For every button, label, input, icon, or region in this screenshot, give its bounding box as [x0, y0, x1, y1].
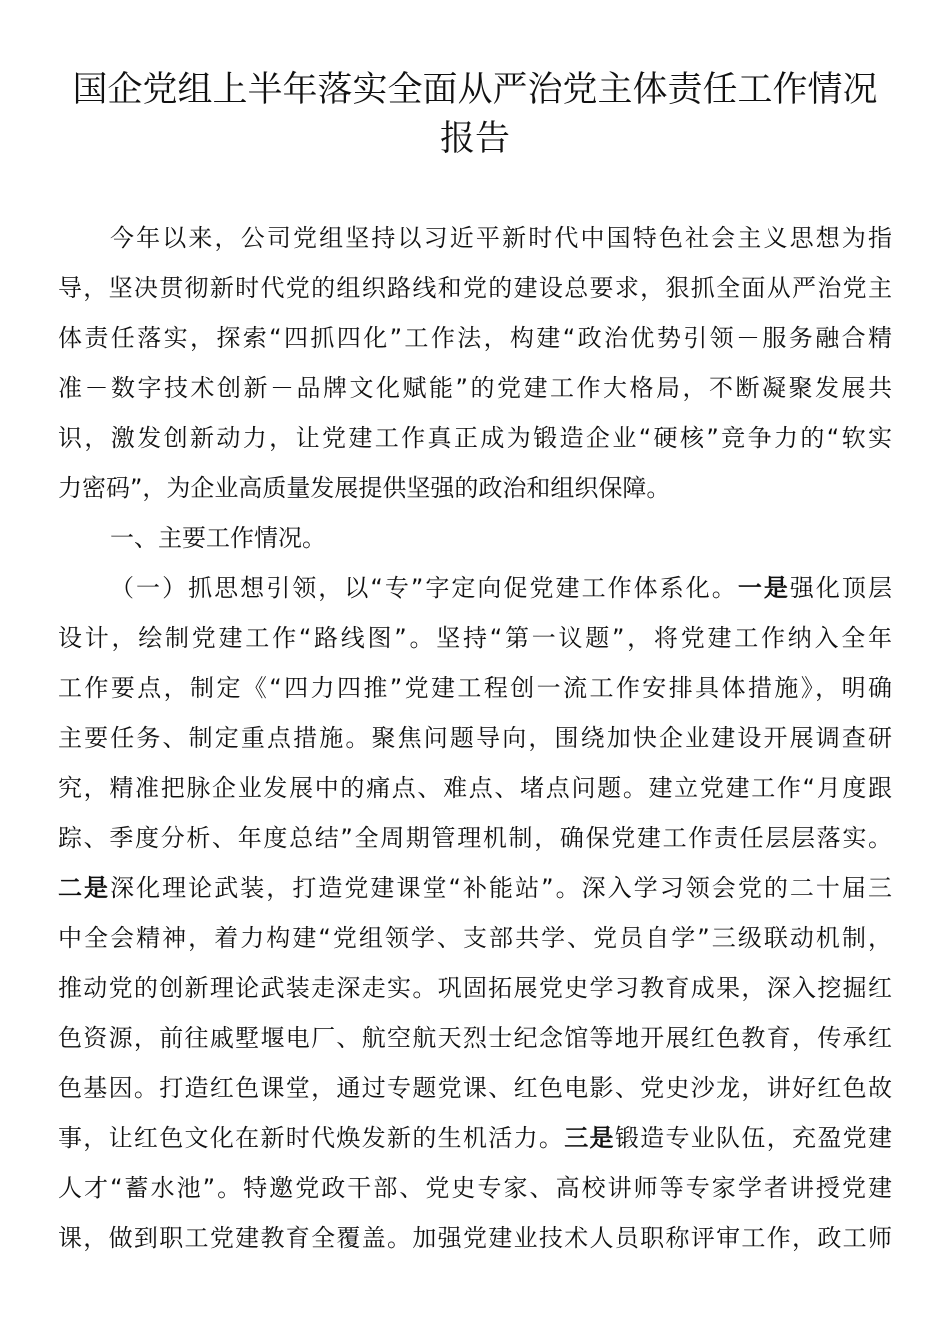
point-marker-second: 二是	[58, 874, 111, 902]
point-marker-first: 一是	[737, 574, 790, 602]
point-line-third	[58, 1122, 892, 1154]
body-line: 设计，绘制党建工作“路线图”。坚持“第一议题”，将党建工作纳入全年	[58, 624, 892, 652]
body-line: 主要任务、制定重点措施。聚焦问题导向，围绕加快企业建设开展调查研	[58, 724, 892, 752]
subsection-lead: （一）抓思想引领，以“专”字定向促党建工作体系化。	[110, 574, 738, 602]
body-line: 中全会精神，着力构建“党组领学、支部共学、党员自学”三级联动机制，	[58, 924, 892, 952]
intro-line: 准－数字技术创新－品牌文化赋能”的党建工作大格局，不断凝聚发展共	[58, 374, 892, 402]
section-heading: 一、主要工作情况。	[110, 524, 326, 552]
point-text: 强化顶层	[789, 574, 893, 602]
intro-line: 体责任落实，探索“四抓四化”工作法，构建“政治优势引领－服务融合精	[58, 324, 892, 352]
body-line: 课，做到职工党建教育全覆盖。加强党建业技术人员职称评审工作，政工师	[58, 1224, 892, 1252]
point-text: 事，让红色文化在新时代焕发新的生机活力。	[58, 1124, 565, 1152]
subsection-lead-line	[110, 572, 892, 604]
document-title-line-1: 国企党组上半年落实全面从严治党主体责任工作情况	[72, 70, 878, 110]
body-line: 推动党的创新理论武装走深走实。巩固拓展党史学习教育成果，深入挖掘红	[58, 974, 892, 1002]
point-line-second	[58, 872, 892, 904]
intro-line: 今年以来，公司党组坚持以习近平新时代中国特色社会主义思想为指	[110, 224, 892, 252]
body-line: 踪、季度分析、年度总结”全周期管理机制，确保党建工作责任层层落实。	[58, 824, 892, 852]
body-line: 色基因。打造红色课堂，通过专题党课、红色电影、党史沙龙，讲好红色故	[58, 1074, 892, 1102]
intro-line: 力密码”，为企业高质量发展提供坚强的政治和组织保障。	[58, 474, 671, 502]
point-text: 深化理论武装，打造党建课堂“补能站”。深入学习领会党的二十届三	[110, 874, 892, 902]
body-line: 人才“蓄水池”。特邀党政干部、党史专家、高校讲师等专家学者讲授党建	[58, 1174, 892, 1202]
point-marker-third: 三是	[564, 1124, 615, 1152]
intro-line: 导，坚决贯彻新时代党的组织路线和党的建设总要求，狠抓全面从严治党主	[58, 274, 892, 302]
point-text: 锻造专业队伍，充盈党建	[614, 1124, 892, 1152]
intro-line: 识，激发创新动力，让党建工作真正成为锻造企业“硬核”竞争力的“软实	[58, 424, 892, 452]
document-title-line-2: 报告	[439, 119, 510, 159]
body-line: 色资源，前往戚墅堰电厂、航空航天烈士纪念馆等地开展红色教育，传承红	[58, 1024, 892, 1052]
body-line: 究，精准把脉企业发展中的痛点、难点、堵点问题。建立党建工作“月度跟	[58, 774, 892, 802]
body-line: 工作要点，制定《“四力四推”党建工程创一流工作安排具体措施》，明确	[58, 674, 892, 702]
